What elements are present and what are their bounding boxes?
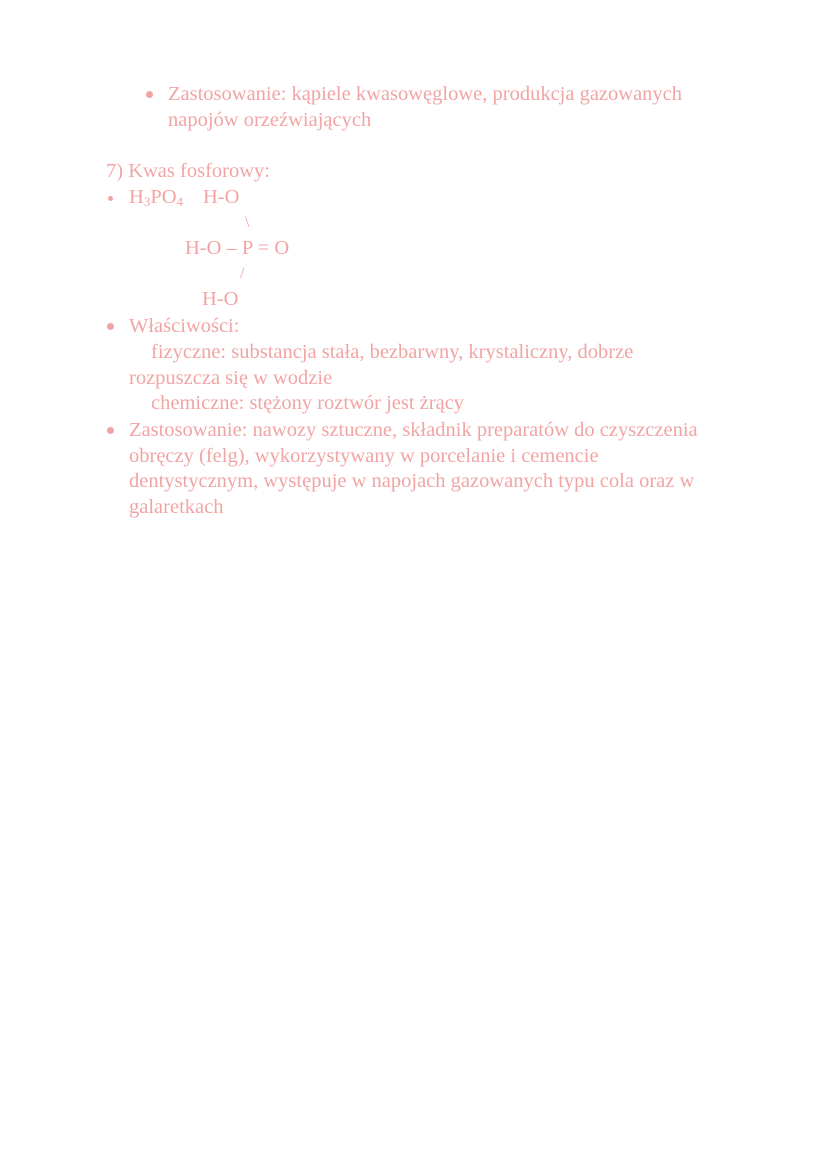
chemical-properties: chemiczne: stężony roztwór jest żrący xyxy=(151,392,465,414)
bullet-dot xyxy=(108,196,113,201)
bullet-dot xyxy=(107,323,114,330)
structure-bottom: H-O xyxy=(202,288,239,310)
properties-label: Właściwości: xyxy=(129,315,240,337)
structure-bond-bottom: / xyxy=(240,265,245,282)
usage-line: Zastosowanie: nawozy sztuczne, składnik preparatów do czyszczenia xyxy=(129,419,698,441)
structure-bond-top: \ xyxy=(245,214,250,231)
bullet-dot xyxy=(107,427,114,434)
formula-subscript: 4 xyxy=(176,194,184,209)
usage-line: Zastosowanie: kąpiele kwasowęglowe, produkcja gazowanych xyxy=(168,83,683,105)
formula-element: H xyxy=(129,186,144,208)
structure-top: H-O xyxy=(203,186,240,208)
usage-line: napojów orzeźwiających xyxy=(168,109,372,131)
bullet-dot xyxy=(146,91,153,98)
chemical-formula xyxy=(129,185,183,211)
section-heading: 7) Kwas fosforowy: xyxy=(106,160,270,182)
physical-properties: fizyczne: substancja stała, bezbarwny, krystaliczny, dobrze xyxy=(151,341,634,363)
formula-subscript: 3 xyxy=(143,194,151,209)
usage-line: galaretkach xyxy=(129,496,224,518)
usage-line: obręczy (felg), wykorzystywany w porcelanie i cemencie xyxy=(129,445,599,467)
formula-element: PO xyxy=(150,186,177,208)
usage-line: dentystycznym, występuje w napojach gazowanych typu cola oraz w xyxy=(129,470,695,492)
physical-properties: rozpuszcza się w wodzie xyxy=(129,367,333,389)
structure-middle: H-O – P = O xyxy=(185,237,290,259)
